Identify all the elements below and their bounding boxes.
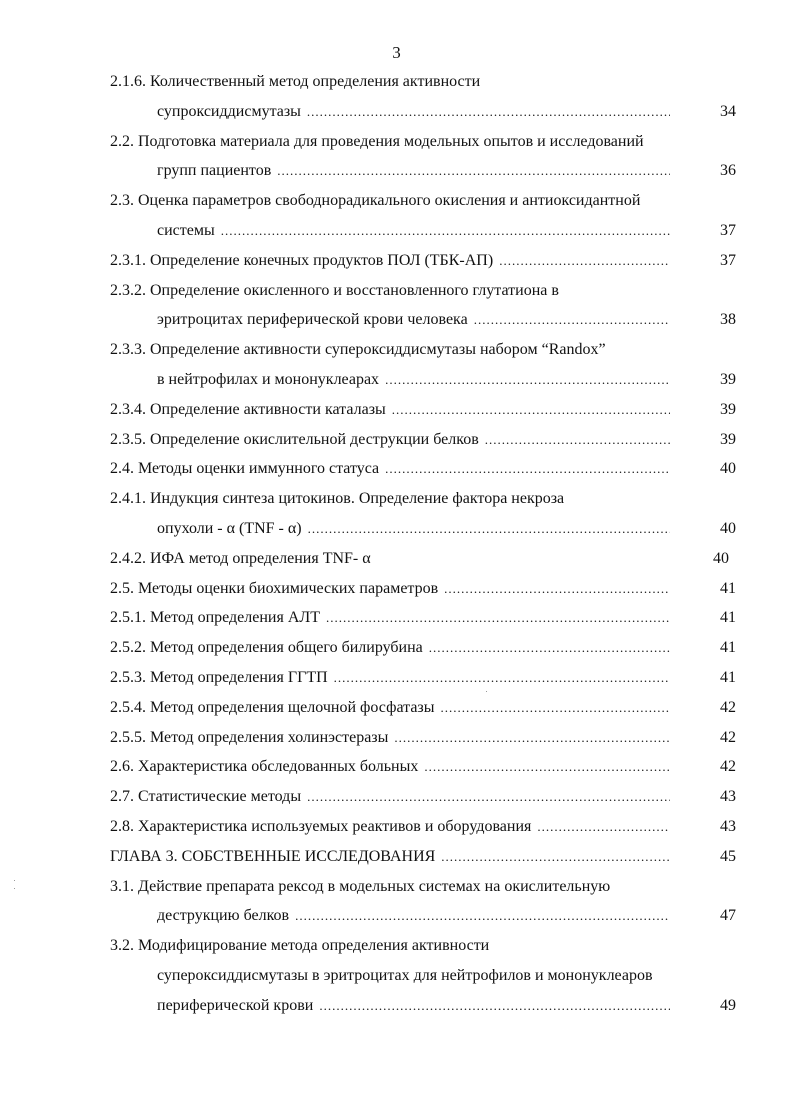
toc-page-number: 40 xyxy=(720,460,736,477)
toc-entry xyxy=(157,905,670,927)
toc-entry xyxy=(110,876,670,898)
dot-leader xyxy=(385,458,670,480)
dot-leader xyxy=(334,667,670,689)
toc-entry-title: в нейтрофилах и мононуклеарах xyxy=(157,371,380,388)
dot-leader xyxy=(485,429,670,451)
toc-entry xyxy=(157,160,670,182)
scan-speck xyxy=(486,691,487,692)
toc-entry xyxy=(157,965,670,987)
toc-entry-title: 2.5.2. Метод определения общего билирубина xyxy=(110,639,423,656)
dot-leader xyxy=(308,518,670,540)
toc-page-number: 37 xyxy=(720,222,736,239)
toc-page-number: 42 xyxy=(720,758,736,775)
toc-entry-title: 2.5.5. Метод определения холинэстеразы xyxy=(110,729,389,746)
toc-entry-title: супероксиддисмутазы в эритроцитах для нейтрофилов и мононуклеаров xyxy=(157,967,653,984)
toc-entry-title: 2.5.4. Метод определения щелочной фосфатазы xyxy=(110,699,435,716)
toc-entry xyxy=(110,578,670,600)
toc-entry-title: 2.4.2. ИФА метод определения TNF- α xyxy=(110,550,371,567)
toc-entry xyxy=(110,727,670,749)
dot-leader xyxy=(307,786,670,808)
dot-leader xyxy=(394,727,670,749)
toc-page-number: 47 xyxy=(720,907,736,924)
toc-entry-title: периферической крови xyxy=(157,997,314,1014)
toc-entry-title: 2.8. Характеристика используемых реактивов и оборудования xyxy=(110,818,532,835)
dot-leader xyxy=(319,995,670,1017)
toc-entry xyxy=(110,607,670,629)
toc-entry xyxy=(110,816,670,838)
toc-entry-title: деструкцию белков xyxy=(157,907,290,924)
toc-entry xyxy=(110,190,670,212)
toc-entry xyxy=(110,786,670,808)
toc-page-number: 34 xyxy=(720,103,736,120)
dot-leader xyxy=(307,101,670,123)
toc-entry xyxy=(110,488,670,510)
dot-leader xyxy=(474,309,670,331)
toc-page-number: 40 xyxy=(713,550,729,567)
scan-speck xyxy=(14,880,15,881)
dot-leader xyxy=(326,607,670,629)
toc-entry xyxy=(110,71,670,93)
toc-page-number: 41 xyxy=(720,580,736,597)
page-number: 3 xyxy=(392,43,401,62)
dot-leader xyxy=(440,697,670,719)
toc-entry-title: опухоли - α (TNF - α) xyxy=(157,520,302,537)
toc-entry-title: 2.3.4. Определение активности каталазы xyxy=(110,401,386,418)
toc-entry xyxy=(110,667,670,689)
toc-page-number: 41 xyxy=(720,639,736,656)
toc-page-number: 41 xyxy=(720,609,736,626)
toc-page-number: 40 xyxy=(720,520,736,537)
toc-page-number: 41 xyxy=(720,669,736,686)
toc-entry-title: 2.1.6. Количественный метод определения активности xyxy=(110,73,481,90)
toc-page-number: 43 xyxy=(720,788,736,805)
dot-leader xyxy=(429,637,670,659)
scan-speck xyxy=(14,888,15,889)
toc-entry xyxy=(110,429,670,451)
dot-leader xyxy=(537,816,670,838)
toc-entry xyxy=(110,131,670,153)
dot-leader xyxy=(499,250,670,272)
toc-entry xyxy=(110,280,670,302)
toc-entry-title: 2.4. Методы оценки иммунного статуса xyxy=(110,460,380,477)
toc-entry-title: 2.5. Методы оценки биохимических параметров xyxy=(110,580,439,597)
toc-entry-title: 2.5.3. Метод определения ГГТП xyxy=(110,669,328,686)
toc-page-number: 39 xyxy=(720,371,736,388)
toc-page-number: 38 xyxy=(720,311,736,328)
toc-entry xyxy=(157,995,670,1017)
toc-page-number: 39 xyxy=(720,401,736,418)
toc-entry xyxy=(110,250,670,272)
toc-entry xyxy=(157,309,670,331)
toc-entry-title: 2.3.1. Определение конечных продуктов ПОЛ (ТБК-АП) xyxy=(110,252,494,269)
toc-page-number: 43 xyxy=(720,818,736,835)
toc-entry xyxy=(110,399,670,421)
toc-entry-title: эритроцитах периферической крови человека xyxy=(157,311,468,328)
toc-entry xyxy=(157,101,670,123)
toc-entry-title: 2.4.1. Индукция синтеза цитокинов. Определение фактора некроза xyxy=(110,490,565,507)
dot-leader xyxy=(441,846,670,868)
toc-entry-title: супроксиддисмутазы xyxy=(157,103,301,120)
toc-page-number: 45 xyxy=(720,848,736,865)
toc-entry xyxy=(110,339,670,361)
toc-entry-title: 3.1. Действие препарата рексод в модельных системах на окислительную xyxy=(110,878,611,895)
toc-entry xyxy=(110,756,670,778)
toc-entry-title: 2.3.2. Определение окисленного и восстановленного глутатиона в xyxy=(110,282,559,299)
toc-entry-title: 2.6. Характеристика обследованных больных xyxy=(110,758,419,775)
toc-page-number: 36 xyxy=(720,162,736,179)
toc-entry xyxy=(110,458,670,480)
toc-entry xyxy=(110,935,670,957)
dot-leader xyxy=(277,160,670,182)
toc-entry-title: 2.5.1. Метод определения АЛТ xyxy=(110,609,321,626)
toc-page-number: 42 xyxy=(720,729,736,746)
toc-entry-title: 2.3. Оценка параметров свободнорадикального окисления и антиоксидантной xyxy=(110,192,641,209)
toc-entry-title: 3.2. Модифицирование метода определения активности xyxy=(110,937,490,954)
toc-page-number: 42 xyxy=(720,699,736,716)
toc-entry-title: системы xyxy=(157,222,215,239)
toc-entry xyxy=(157,220,670,242)
toc-entry-title: 2.3.5. Определение окислительной деструкции белков xyxy=(110,431,479,448)
dot-leader xyxy=(295,905,670,927)
dot-leader xyxy=(424,756,670,778)
toc-entry-title: 2.3.3. Определение активности супероксиддисмутазы набором “Randox” xyxy=(110,341,606,358)
toc-page-number: 37 xyxy=(720,252,736,269)
toc-entry-title: 2.2. Подготовка материала для проведения модельных опытов и исследований xyxy=(110,133,644,150)
toc-page-number: 39 xyxy=(720,431,736,448)
toc-entry xyxy=(157,369,670,391)
toc-entry xyxy=(110,697,670,719)
toc-entry xyxy=(110,548,670,570)
toc-entry-title: групп пациентов xyxy=(157,162,272,179)
toc-entry-title: 2.7. Статистические методы xyxy=(110,788,302,805)
toc-entry xyxy=(157,518,670,540)
toc-entry xyxy=(110,637,670,659)
toc-entry xyxy=(110,846,670,868)
toc-page-number: 49 xyxy=(720,997,736,1014)
dot-leader xyxy=(392,399,670,421)
dot-leader xyxy=(221,220,670,242)
dot-leader xyxy=(444,578,670,600)
toc-entry-title: ГЛАВА 3. СОБСТВЕННЫЕ ИССЛЕДОВАНИЯ xyxy=(110,848,436,865)
dot-leader xyxy=(385,369,670,391)
